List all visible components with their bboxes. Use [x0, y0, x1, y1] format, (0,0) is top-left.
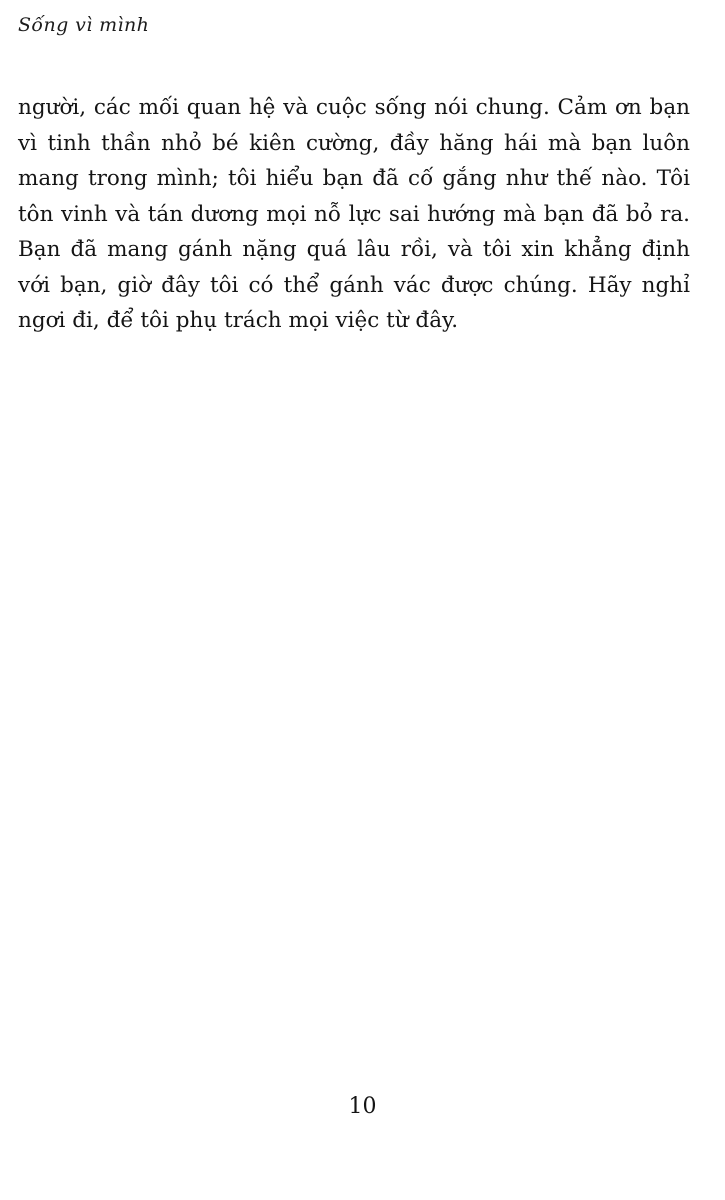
- body-text-block: [18, 90, 690, 339]
- page-number: 10: [348, 1094, 377, 1119]
- body-paragraph: người, các mối quan hệ và cuộc sống nói chung. Cảm ơn bạn vì tinh thần nhỏ bé kiên cường, đầy hăng hái mà bạn luôn mang trong mình; tôi hiểu bạn đã cố gắng như thế nào. Tôi tôn vinh và tán dương mọi nỗ lực sai hướng mà bạn đã bỏ ra. Bạn đã mang gánh nặng quá lâu rồi, và tôi xin khẳng định với bạn, giờ đây tôi có thể gánh vác được chúng. Hãy nghỉ ngơi đi, để tôi phụ trách mọi việc từ đây.: [18, 95, 690, 333]
- running-head: Sống vì mình: [18, 14, 150, 36]
